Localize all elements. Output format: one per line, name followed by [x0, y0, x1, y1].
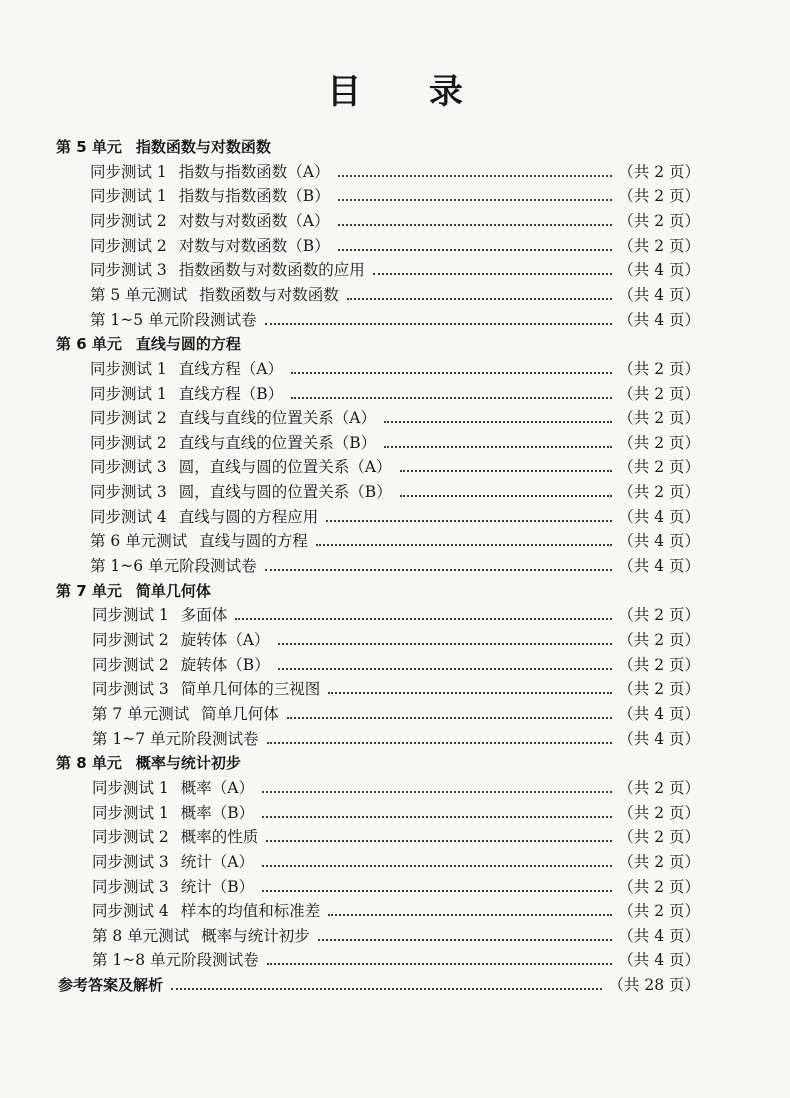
unit-title: 概率与统计初步	[135, 754, 241, 773]
entry-title: 多面体	[180, 606, 228, 625]
dot-leader	[262, 790, 612, 793]
dot-leader	[171, 987, 602, 990]
entry-title: 第 1~6 单元阶段测试卷	[90, 557, 257, 576]
unit-number: 第 8 单元	[56, 754, 122, 773]
dot-leader	[266, 839, 612, 842]
entry-title: 旋转体（B）	[180, 655, 270, 674]
entry-code: 同步测试 3	[92, 852, 169, 871]
toc-entry	[90, 429, 700, 453]
unit-number: 第 7 单元	[56, 581, 122, 600]
page-count: （共 4 页）	[618, 926, 700, 945]
dot-leader	[278, 667, 613, 670]
toc-entry	[90, 552, 700, 576]
dot-leader	[338, 174, 613, 177]
toc-entry	[90, 404, 700, 428]
entry-title: 统计（A）	[180, 852, 254, 871]
entry-title: 概率（A）	[180, 778, 254, 797]
entry-title: 对数与对数函数（B）	[178, 236, 330, 255]
entry-title: 圆，直线与圆的位置关系（A）	[178, 458, 392, 477]
page-count: （共 2 页）	[618, 631, 700, 649]
toc-entry	[92, 601, 700, 625]
entry-title: 直线与直线的位置关系（B）	[178, 433, 377, 452]
entry-code: 同步测试 4	[92, 902, 169, 921]
unit-number: 第 6 单元	[56, 335, 122, 354]
page-count: （共 4 页）	[618, 951, 700, 970]
dot-leader	[291, 371, 612, 374]
toc-entry	[92, 946, 700, 970]
entry-title: 指数与指数函数（A）	[178, 162, 330, 181]
page-count: （共 4 页）	[618, 532, 700, 551]
page-count: （共 2 页）	[618, 852, 700, 871]
entry-title: 简单几何体	[201, 704, 279, 723]
page-count: （共 2 页）	[618, 409, 700, 428]
entry-code: 同步测试 3	[90, 261, 167, 280]
page-count: （共 2 页）	[618, 877, 700, 896]
toc-entry	[90, 281, 700, 305]
page-count: （共 2 页）	[618, 236, 700, 255]
entry-code: 同步测试 3	[90, 483, 167, 502]
dot-leader	[265, 568, 613, 571]
entry-title: 指数与指数函数（B）	[178, 187, 330, 206]
toc-entry	[90, 256, 700, 280]
toc-entry	[90, 503, 700, 527]
page-count: （共 2 页）	[618, 187, 700, 206]
dot-leader	[326, 519, 612, 522]
toc-entry	[92, 725, 700, 749]
entry-code: 第 6 单元测试	[90, 532, 188, 551]
entry-code: 同步测试 2	[90, 409, 167, 428]
entry-code: 同步测试 3	[92, 680, 169, 699]
dot-leader	[267, 741, 613, 744]
toc-entry	[90, 158, 700, 182]
toc-entry	[92, 700, 700, 724]
toc-entry	[90, 527, 700, 551]
dot-leader	[262, 889, 612, 892]
entry-code: 同步测试 1	[92, 606, 169, 625]
page-count: （共 4 页）	[618, 557, 700, 576]
page-count: （共 2 页）	[618, 828, 700, 847]
entry-code: 同步测试 1	[90, 384, 167, 403]
toc-unit-heading	[56, 577, 211, 601]
entry-code: 同步测试 2	[92, 828, 169, 847]
toc-entry	[92, 626, 700, 650]
dot-leader	[235, 617, 612, 620]
entry-code: 同步测试 2	[92, 655, 169, 674]
page-count: （共 2 页）	[618, 902, 700, 921]
toc-entry	[90, 207, 700, 231]
toc-entry	[92, 799, 700, 823]
dot-leader	[384, 420, 612, 423]
page-count: （共 4 页）	[618, 285, 700, 304]
unit-number: 第 5 单元	[56, 138, 122, 156]
entry-title: 样本的均值和标准差	[180, 902, 321, 921]
page-count: （共 2 页）	[618, 384, 700, 403]
page-count: （共 4 页）	[618, 704, 700, 723]
entry-code: 同步测试 1	[90, 359, 167, 378]
unit-title: 指数函数与对数函数	[135, 138, 271, 156]
entry-code: 同步测试 3	[90, 458, 167, 477]
dot-leader	[318, 938, 613, 941]
toc-entry	[92, 897, 700, 921]
toc-entry	[90, 306, 700, 330]
dot-leader	[338, 198, 613, 201]
entry-title: 第 1~5 单元阶段测试卷	[90, 310, 257, 329]
dot-leader	[328, 913, 612, 916]
entry-code: 第 8 单元测试	[92, 926, 190, 945]
toc-entry	[92, 922, 700, 946]
dot-leader	[262, 815, 612, 818]
page-count: （共 2 页）	[618, 803, 700, 822]
toc-entry	[92, 774, 700, 798]
unit-title: 简单几何体	[135, 581, 211, 600]
dot-leader	[400, 469, 613, 472]
dot-leader	[373, 272, 612, 275]
page-count: （共 2 页）	[618, 483, 700, 502]
entry-title: 简单几何体的三视图	[180, 680, 321, 699]
page-count: （共 28 页）	[608, 976, 700, 995]
entry-code: 同步测试 1	[90, 162, 167, 181]
entry-title: 对数与对数函数（A）	[178, 211, 330, 230]
toc-entry	[90, 453, 700, 477]
toc-entry	[90, 478, 700, 502]
entry-code: 同步测试 1	[90, 187, 167, 206]
dot-leader	[291, 396, 612, 399]
entry-title: 统计（B）	[180, 877, 255, 896]
entry-title: 指数函数与对数函数	[199, 285, 339, 304]
dot-leader	[278, 642, 613, 645]
page-count: （共 2 页）	[618, 162, 700, 181]
entry-code: 同步测试 2	[90, 211, 167, 230]
unit-title: 直线与圆的方程	[135, 335, 241, 354]
page-count: （共 2 页）	[618, 433, 700, 452]
entry-title: 直线与圆的方程应用	[178, 507, 319, 526]
dot-leader	[316, 543, 613, 546]
page-count: （共 2 页）	[618, 680, 700, 699]
toc-unit-heading	[56, 330, 241, 354]
entry-code: 同步测试 2	[90, 236, 167, 255]
toc-unit-heading	[56, 133, 271, 157]
toc-entry	[92, 873, 700, 897]
entry-code: 同步测试 1	[92, 778, 169, 797]
dot-leader	[338, 223, 613, 226]
entry-title: 直线方程（A）	[178, 359, 283, 378]
page-count: （共 2 页）	[618, 359, 700, 378]
dot-leader	[262, 864, 612, 867]
toc-entry	[90, 380, 700, 404]
toc-entry	[92, 848, 700, 872]
toc-unit-heading	[56, 749, 241, 773]
entry-title: 圆，直线与圆的位置关系（B）	[178, 483, 392, 502]
entry-title: 直线方程（B）	[178, 384, 284, 403]
entry-code: 第 5 单元测试	[90, 285, 188, 304]
toc-answers-entry	[58, 971, 700, 995]
entry-code: 第 7 单元测试	[92, 704, 190, 723]
toc-entry	[90, 355, 700, 379]
dot-leader	[267, 962, 613, 965]
entry-title: 概率（B）	[180, 803, 255, 822]
page-count: （共 2 页）	[618, 655, 700, 674]
dot-leader	[338, 248, 613, 251]
toc-entry	[92, 823, 700, 847]
dot-leader	[384, 445, 612, 448]
entry-code: 同步测试 2	[90, 433, 167, 452]
toc-entry	[90, 232, 700, 256]
toc-entry	[92, 675, 700, 699]
page-count: （共 2 页）	[618, 778, 700, 797]
entry-title: 直线与圆的方程	[199, 532, 308, 551]
entry-title: 旋转体（A）	[180, 631, 270, 649]
entry-title: 概率与统计初步	[201, 926, 310, 945]
entry-code: 同步测试 2	[92, 631, 169, 649]
page-title: 目 录	[327, 72, 491, 112]
page-count: （共 2 页）	[618, 211, 700, 230]
entry-code: 同步测试 4	[90, 507, 167, 526]
toc-entry	[92, 651, 700, 675]
entry-title: 第 1~8 单元阶段测试卷	[92, 951, 259, 970]
page-count: （共 4 页）	[618, 507, 700, 526]
entry-title: 指数函数与对数函数的应用	[178, 261, 365, 280]
dot-leader	[287, 716, 613, 719]
entry-code: 同步测试 3	[92, 877, 169, 896]
entry-title: 第 1~7 单元阶段测试卷	[92, 729, 259, 748]
dot-leader	[347, 297, 613, 300]
dot-leader	[265, 322, 613, 325]
page-count: （共 4 页）	[618, 261, 700, 280]
entry-title: 概率的性质	[180, 828, 259, 847]
entry-title: 直线与直线的位置关系（A）	[178, 409, 376, 428]
page-count: （共 4 页）	[618, 310, 700, 329]
entry-title: 参考答案及解析	[58, 976, 164, 995]
page-count: （共 2 页）	[618, 606, 700, 625]
dot-leader	[328, 691, 612, 694]
dot-leader	[400, 494, 613, 497]
entry-code: 同步测试 1	[92, 803, 169, 822]
page-count: （共 4 页）	[618, 729, 700, 748]
page-count: （共 2 页）	[618, 458, 700, 477]
toc-entry	[90, 182, 700, 206]
